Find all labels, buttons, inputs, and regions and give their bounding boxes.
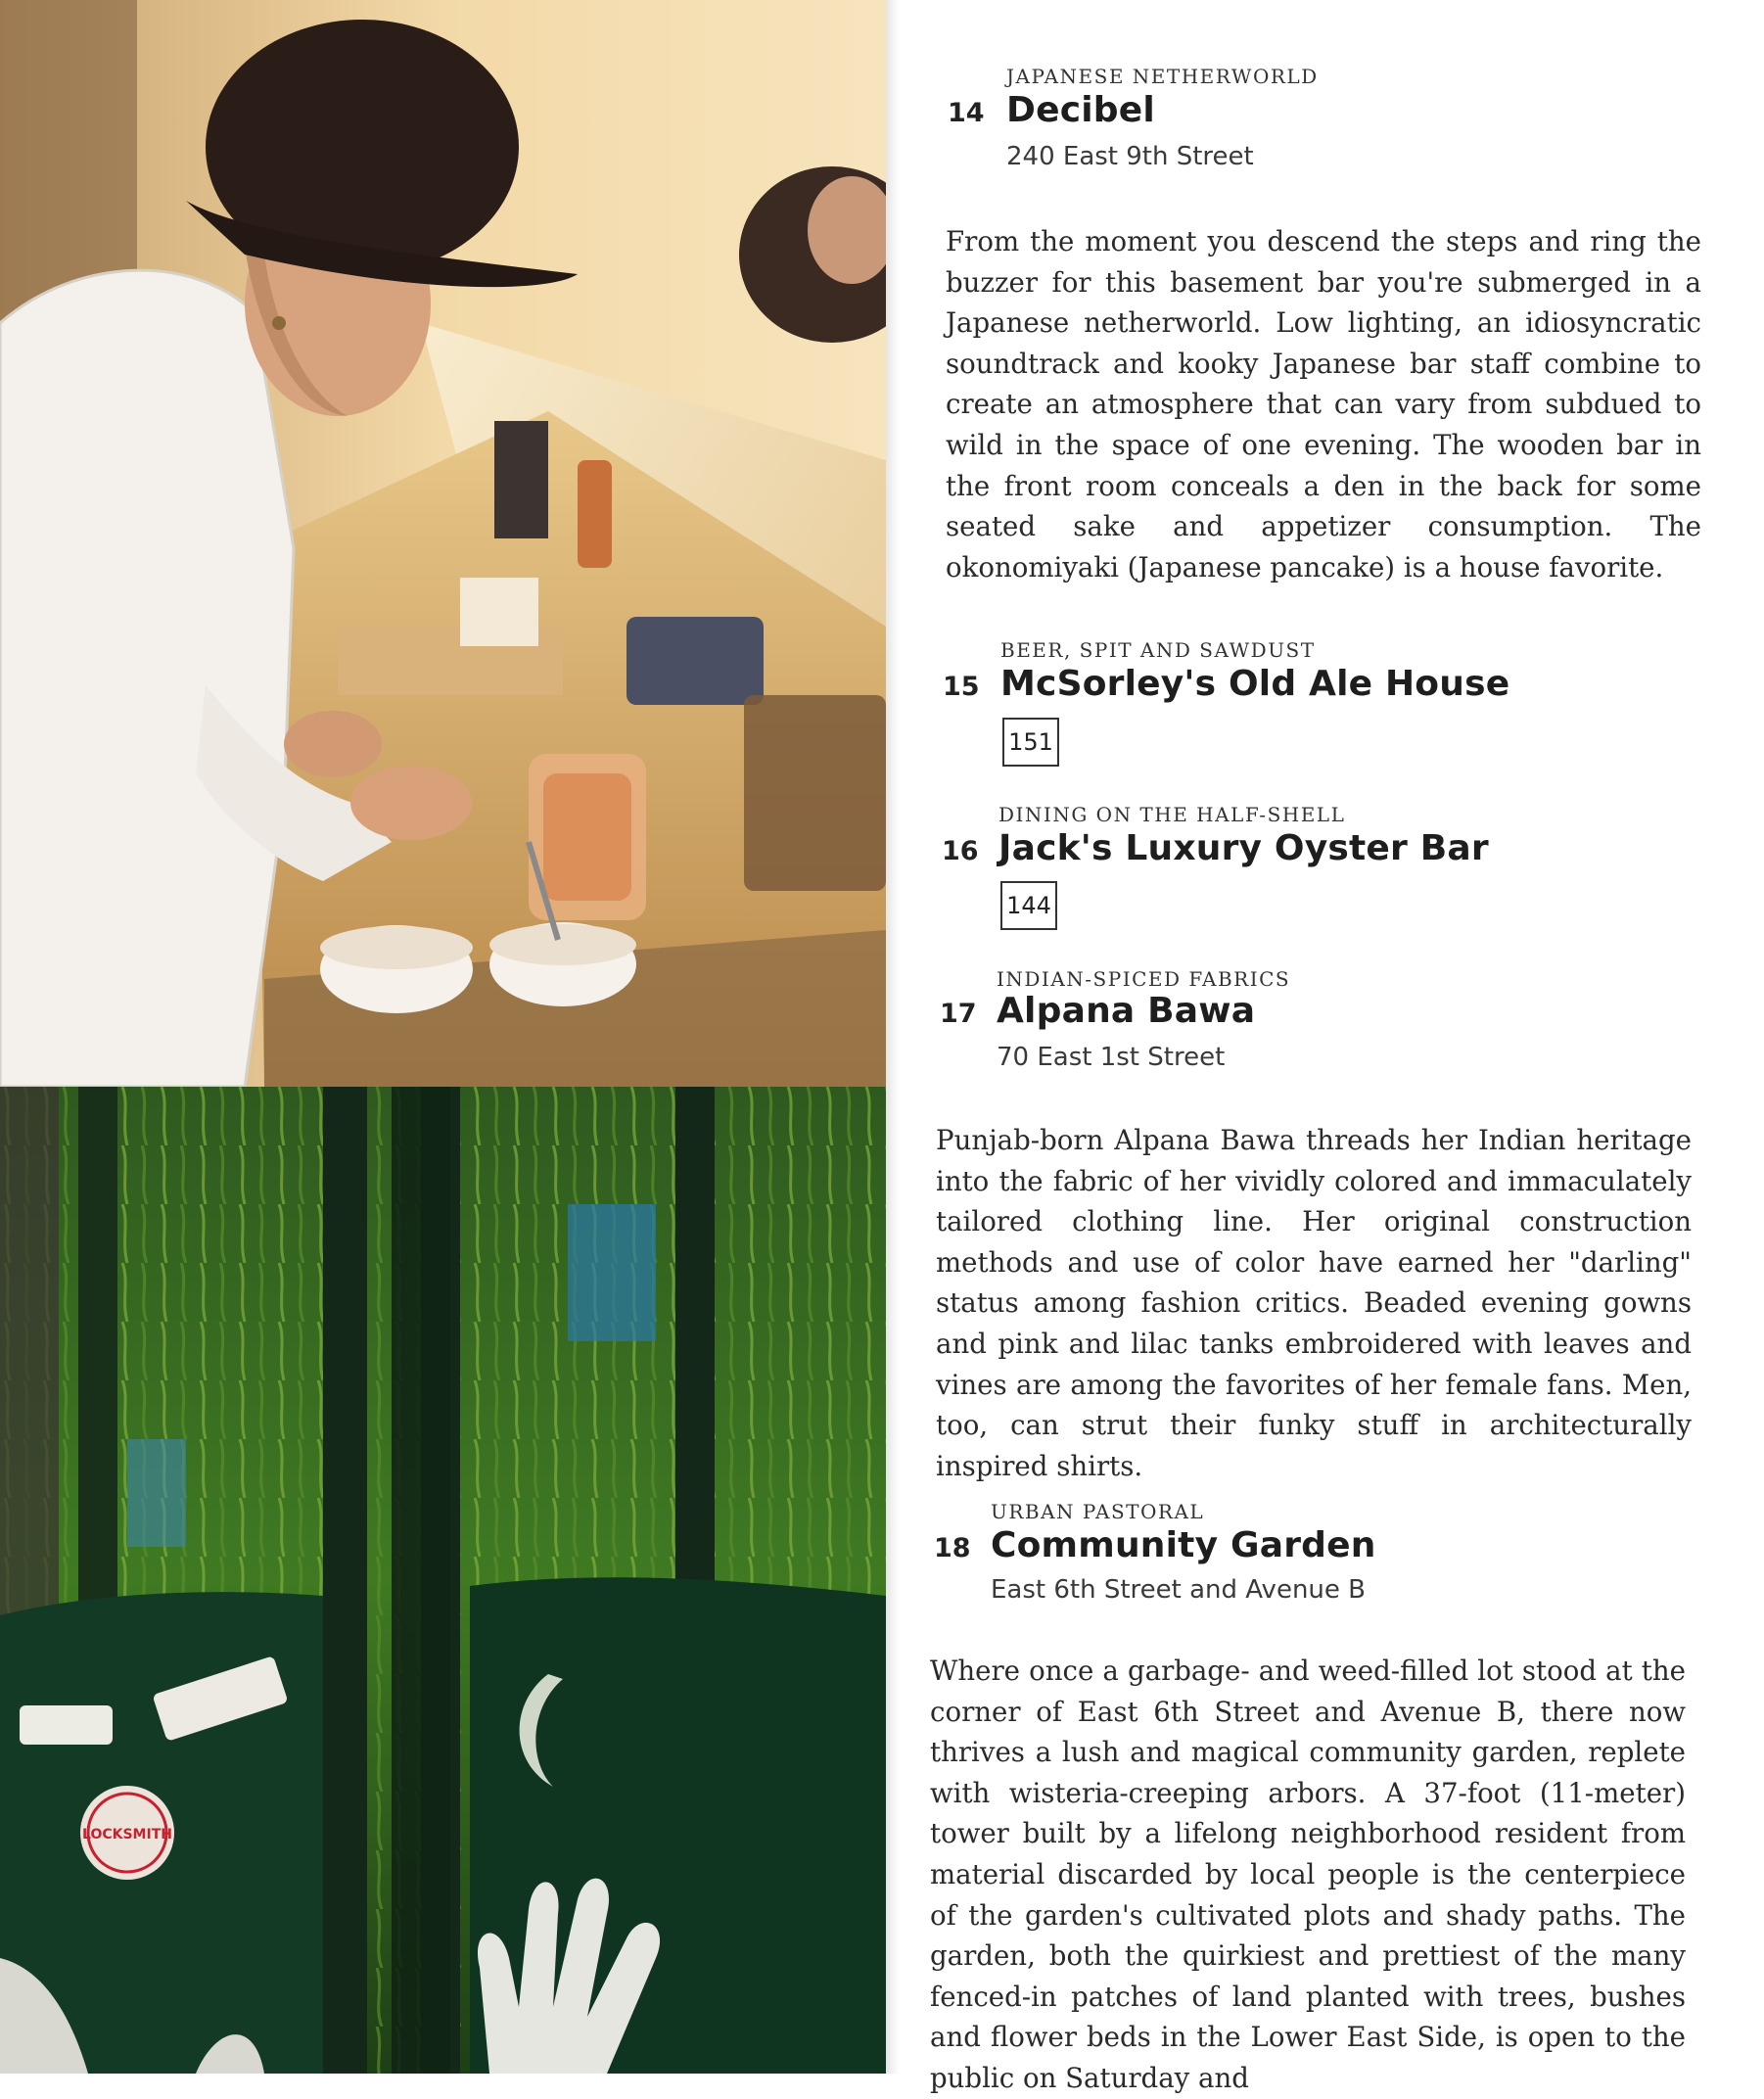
entry-description: Punjab-born Alpana Bawa threads her Indian heritage into the fabric of her vividly colored and immaculately tailored clothing line. Her original construction methods and use of color have earned her "darling" status among fashion critics. Beaded evening gowns and pink and lilac tanks embroidered with leaves and vines are among the favorites of her female fans. Men, too, can strut their funky stuff in architecturally inspired shirts. bbox=[936, 1124, 1692, 1482]
entry-address: 240 East 9th Street bbox=[1006, 142, 1254, 171]
entry-name: Decibel bbox=[1006, 90, 1155, 130]
entry-name: Jack's Luxury Oyster Bar bbox=[998, 828, 1489, 868]
entry-name: Alpana Bawa bbox=[997, 991, 1256, 1031]
entry-address: East 6th Street and Avenue B bbox=[991, 1575, 1366, 1605]
locksmith-sticker-text: LOCKSMITH bbox=[82, 1827, 172, 1842]
entry-name: Community Garden bbox=[991, 1525, 1376, 1565]
entry-number: 17 bbox=[940, 999, 977, 1029]
entry-name: McSorley's Old Ale House bbox=[1000, 664, 1510, 704]
garden-gate-illustration bbox=[0, 1087, 886, 2074]
photo-community-garden-gate bbox=[0, 1087, 886, 2074]
entry-address: 70 East 1st Street bbox=[997, 1043, 1226, 1072]
entry-kicker: BEER, SPIT AND SAWDUST bbox=[1000, 638, 1316, 662]
page-gutter bbox=[886, 0, 900, 2074]
entry-kicker: JAPANESE NETHERWORLD bbox=[1006, 65, 1319, 88]
entry-description: From the moment you descend the steps and ring the buzzer for this basement bar you're submerged in a Japanese netherworld. Low lighting, an idiosyncratic soundtrack and kooky Japanese bar staff combine to create an atmosphere that can vary from subdued to wild in the space of one evening. The wooden bar in the front room conceals a den in the back for some seated sake and appetizer consumption. The okonomiyaki (Japanese pancake) is a house favorite. bbox=[946, 225, 1701, 583]
chef-photo-illustration bbox=[0, 0, 886, 1087]
page-reference-box: 151 bbox=[1002, 718, 1059, 767]
photo-column bbox=[0, 0, 886, 2074]
entry-number: 16 bbox=[942, 836, 979, 866]
entry-number: 14 bbox=[948, 98, 985, 128]
page-reference-box: 144 bbox=[1000, 881, 1057, 930]
entry-kicker: URBAN PASTORAL bbox=[991, 1500, 1205, 1523]
entry-kicker: DINING ON THE HALF-SHELL bbox=[998, 803, 1346, 826]
entry-description: Where once a garbage- and weed-filled lot stood at the corner of East 6th Street and Avenue B, there now thrives a lush and magical community garden, replete with wisteria-creeping arbors. A 37-foot (11-meter) tower built by a lifelong neighborhood resident from material discarded by local people is the centerpiece of the garden's cultivated plots and shady paths. The garden, both the quirkiest and prettiest of the many fenced-in patches of land planted with trees, bushes and flower beds in the Lower East Side, is open to the public on Saturday and bbox=[930, 1655, 1686, 2094]
entry-kicker: INDIAN-SPICED FABRICS bbox=[997, 967, 1291, 991]
photo-chef-at-bar bbox=[0, 0, 886, 1087]
entry-number: 18 bbox=[934, 1533, 971, 1563]
entry-number: 15 bbox=[943, 672, 980, 702]
